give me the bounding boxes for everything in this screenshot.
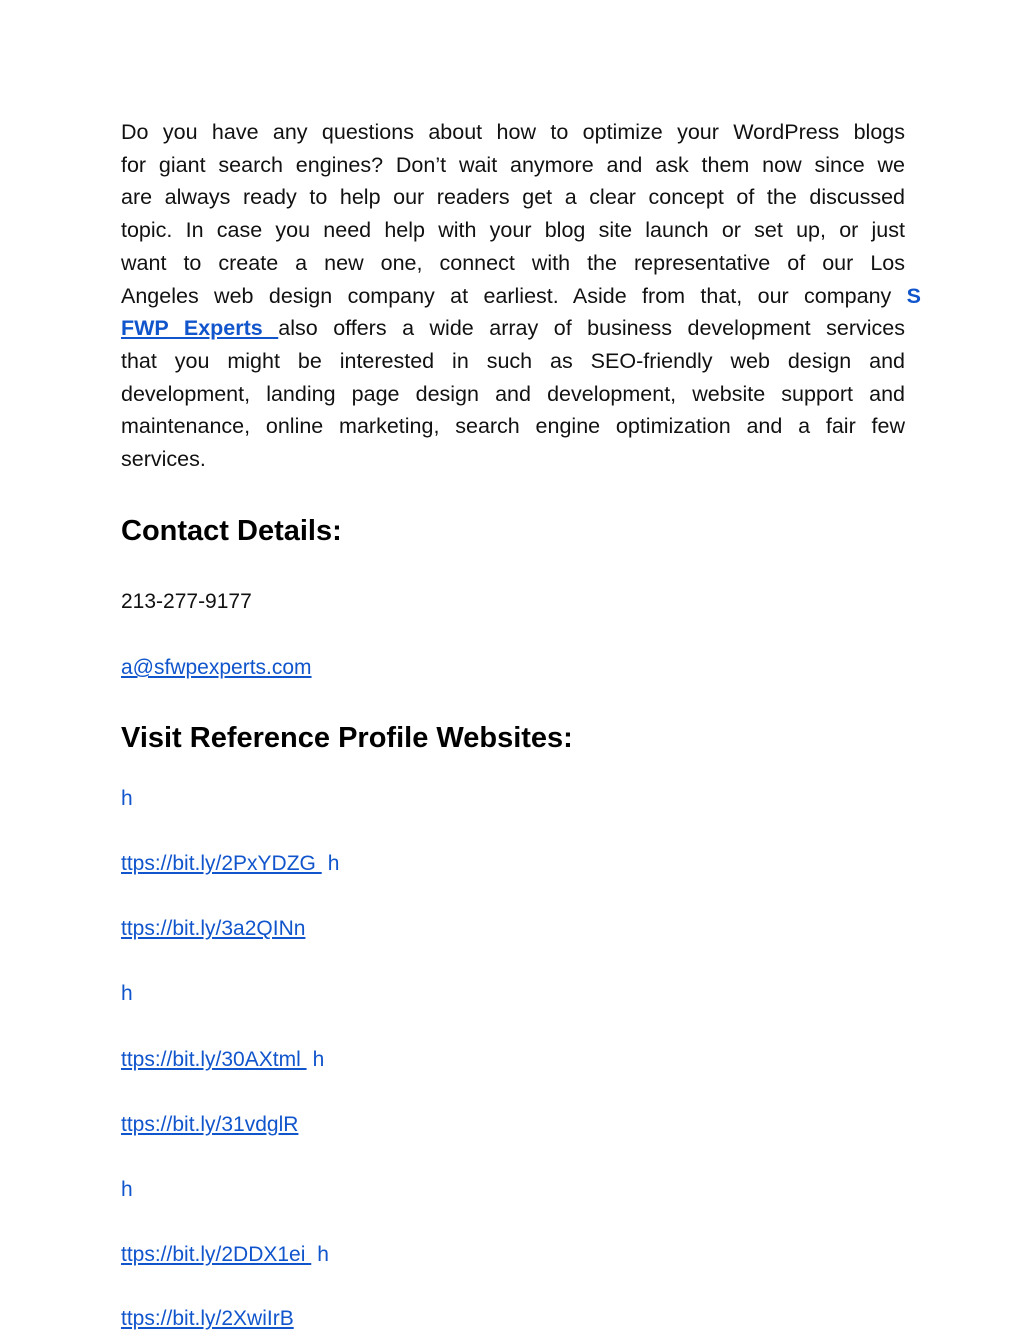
reference-link[interactable]: ttps://bit.ly/30AXtml — [121, 1048, 307, 1071]
reference-row — [121, 1112, 298, 1138]
paragraph-line: Do you have any questions about how to optimize your WordPress blogs — [121, 120, 905, 144]
reference-heading: Visit Reference Profile Websites: — [121, 722, 573, 754]
reference-fragment: h — [327, 852, 340, 875]
paragraph-line-text: Angeles web design company at earliest. Aside from that, our company — [121, 283, 892, 308]
reference-fragment: h — [312, 1048, 325, 1071]
paragraph-line — [121, 312, 905, 345]
reference-row — [121, 981, 133, 1007]
reference-link[interactable]: ttps://bit.ly/2DDX1ei — [121, 1243, 312, 1266]
email-line — [121, 655, 312, 681]
reference-row — [121, 1047, 324, 1073]
phone-number: 213-277-9177 — [121, 590, 252, 613]
reference-link[interactable]: ttps://bit.ly/3a2QINn — [121, 917, 306, 940]
reference-row — [121, 916, 305, 942]
reference-link[interactable]: ttps://bit.ly/2XwiIrB — [121, 1307, 294, 1330]
reference-row — [121, 1306, 294, 1332]
reference-row — [121, 1177, 133, 1203]
paragraph-line: that you might be interested in such as SEO-friendly web design and — [121, 348, 905, 373]
reference-row — [121, 1242, 329, 1268]
email-link[interactable]: a@sfwpexperts.com — [121, 656, 312, 679]
paragraph-line-text: also offers a wide array of business development services — [278, 316, 905, 341]
paragraph-line — [121, 280, 921, 313]
reference-row — [121, 851, 339, 877]
paragraph-line: for giant search engines? Don’t wait anymore and ask them now since we — [121, 152, 905, 177]
reference-link[interactable]: ttps://bit.ly/31vdglR — [121, 1113, 299, 1136]
company-link[interactable]: FWP Experts — [121, 316, 279, 341]
intro-paragraph — [121, 116, 922, 476]
contact-heading: Contact Details: — [121, 515, 342, 547]
reference-fragment: h — [121, 1178, 133, 1201]
paragraph-line: are always ready to help our readers get a clear concept of the discussed — [121, 185, 905, 210]
paragraph-line: development, landing page design and development, website support and — [121, 381, 905, 406]
reference-fragment: h — [121, 982, 133, 1005]
paragraph-line: topic. In case you need help with your blog site launch or set up, or just — [121, 218, 905, 243]
reference-row — [121, 786, 133, 812]
reference-link[interactable]: ttps://bit.ly/2PxYDZG — [121, 852, 322, 875]
company-link-start[interactable]: S — [906, 283, 922, 308]
paragraph-line: maintenance, online marketing, search engine optimization and a fair few — [121, 414, 905, 439]
paragraph-line: services. — [121, 447, 206, 472]
paragraph-line: want to create a new one, connect with the representative of our Los — [121, 250, 905, 275]
reference-fragment: h — [317, 1243, 329, 1266]
reference-fragment: h — [121, 787, 133, 810]
